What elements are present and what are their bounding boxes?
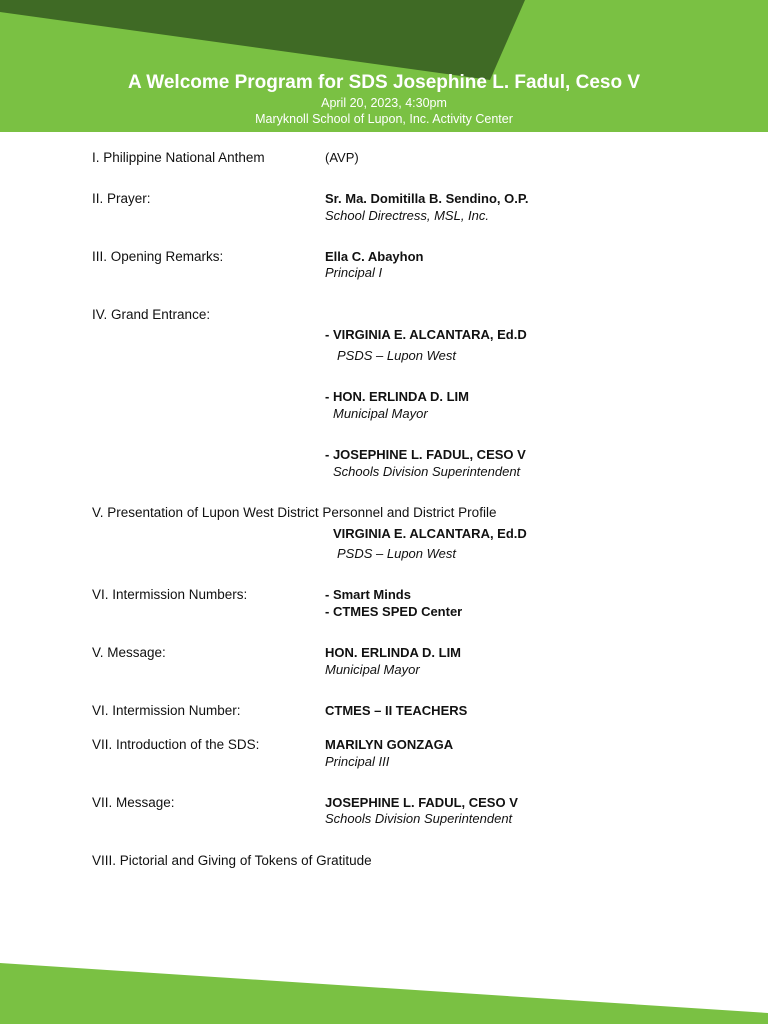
entrance-person-name: - JOSEPHINE L. FADUL, CESO V (325, 447, 526, 462)
program-title: A Welcome Program for SDS Josephine L. Fadul, Ceso V (127, 72, 641, 93)
item-message2-role: Schools Division Superintendent (325, 811, 513, 826)
item-prayer-label: II. Prayer: (92, 191, 151, 206)
entrance-person-role: Schools Division Superintendent (333, 464, 521, 479)
program-venue: Maryknoll School of Lupon, Inc. Activity Center (255, 112, 513, 126)
entrance-person-name: - HON. ERLINDA D. LIM (325, 389, 469, 404)
item-prayer-role: School Directress, MSL, Inc. (325, 208, 489, 223)
item-presentation-name: VIRGINIA E. ALCANTARA, Ed.D (333, 526, 527, 541)
item-opening-name: Ella C. Abayhon (325, 249, 424, 264)
item-anthem-value: (AVP) (325, 150, 359, 165)
item-message2-name: JOSEPHINE L. FADUL, CESO V (325, 795, 518, 810)
entrance-person-role: Municipal Mayor (333, 406, 428, 421)
item-entrance-label: IV. Grand Entrance: (92, 307, 211, 322)
item-anthem-label: I. Philippine National Anthem (92, 150, 265, 165)
item-prayer-name: Sr. Ma. Domitilla B. Sendino, O.P. (325, 191, 529, 206)
item-intermission2-label: VI. Intermission Number: (92, 703, 241, 718)
entrance-person-role: PSDS – Lupon West (337, 348, 456, 363)
intermission-number: - CTMES SPED Center (325, 604, 463, 619)
footer-banner (0, 955, 768, 1024)
item-message-name: HON. ERLINDA D. LIM (325, 645, 462, 660)
item-pictorial-label: VIII. Pictorial and Giving of Tokens of Gratitude (92, 853, 372, 868)
item-message-label: V. Message: (92, 645, 166, 660)
item-presentation-role: PSDS – Lupon West (337, 546, 456, 561)
item-introduction-role: Principal III (325, 754, 390, 769)
item-opening-role: Principal I (325, 265, 383, 280)
item-introduction-name: MARILYN GONZAGA (325, 737, 454, 752)
item-introduction-label: VII. Introduction of the SDS: (92, 737, 260, 752)
intermission-number: - Smart Minds (325, 587, 411, 602)
item-presentation-label: V. Presentation of Lupon West District Personnel and District Profile (92, 505, 497, 520)
item-message-role: Municipal Mayor (325, 662, 420, 677)
item-intermission2-name: CTMES – II TEACHERS (325, 703, 468, 718)
entrance-person-name: - VIRGINIA E. ALCANTARA, Ed.D (325, 327, 527, 342)
item-intermission-label: VI. Intermission Numbers: (92, 587, 248, 602)
item-message2-label: VII. Message: (92, 795, 175, 810)
program-date: April 20, 2023, 4:30pm (321, 96, 447, 110)
item-opening-label: III. Opening Remarks: (92, 249, 224, 264)
